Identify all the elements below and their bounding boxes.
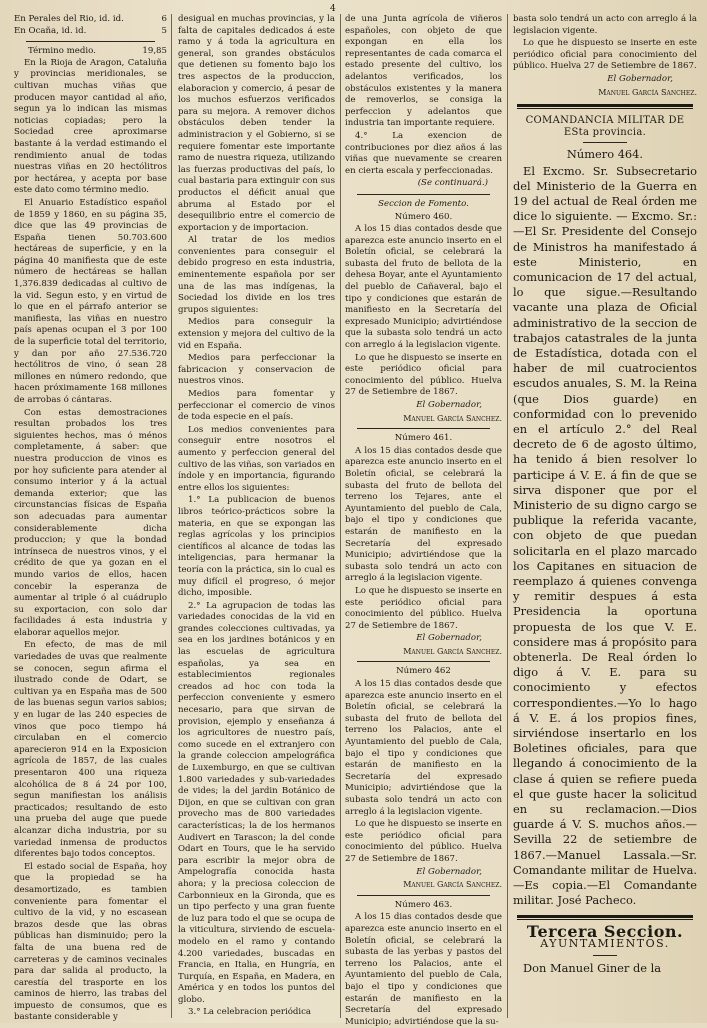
signature-name: Manuel García Sanchez. <box>403 413 502 423</box>
notice-number: Número 461. <box>394 433 453 444</box>
paragraph: Medios para conseguir la extension y mejora del cultivo de la vid en España. <box>178 317 335 351</box>
notice-number: Número 462 <box>396 666 451 677</box>
paragraph: de una Junta agrícola de viñeros españoles, con objeto de que expongan en ella los representantes de cada comarca el estado presente del cultivo, los adelantos verificados, los obstáculos existentes y la manera de removerlos, se consiga la perfeccion y adelantos que industria tan importante requiere. <box>345 14 502 129</box>
section-title: Seccion de Fomento. <box>378 198 469 209</box>
paragraph: Al tratar de los medios convenientes para conseguir el debido progreso en esta industria, eminentemente española por ser una de las mas indígenas, la Sociedad los divide en los tres grupos siguientes: <box>178 235 335 315</box>
paragraph: En la Rioja de Aragon, Cataluña y provincias meridionales, se cultivan muchas viñas que producen mayor cantidad al año, segun ya lo indican las mismas noticias copiadas; pero la Sociedad cree aproximarse bastante á la verdad estimando el rendimiento anual de todas nuestras viñas en 20 hectólitros por hectárea, y acepta por base este dato como término medio. <box>14 57 167 196</box>
paragraph: En efecto, de mas de mil variedades de uvas que realmente se conocen, segun afirma el ilustrado conde de Odart, se cultivan ya en España mas de 500 de las buenas segun varios sabios; y en lugar de las 240 especies de vinos que poco tiempo há circulaban en el comercio aparecieron 914 en la Exposicion agrícola de 1857, de las cuales presentaron 400 una riqueza alcohólica de 8 á 24 por 100, segun manifiestan los análisis practicados; resultando de esto una prueba del auge que puede alcanzar dicha industria, por su variedad inmensa de productos diferentes bajo todos conceptos. <box>14 640 167 860</box>
paragraph: El Excmo. Sr. Subsecretario del Ministerio de la Guerra en 19 del actual de Real órden me dice lo siguiente. — Excmo. Sr.:—El Sr. Presidente del Consejo de Ministros ha manifestado á este Ministerio, en comunicacion de 17 del actual, lo que sigue.—Resultando vacante una plaza de Oficial administrativo de la seccion de trabajos catastrales de la junta de Estadística, dotada con el haber de mil cuatrocientos escudos anuales, S. M. la Reina (que Dios guarde) en conformidad con lo prevenido en el artículo 2.° del Real decreto de 6 de agosto último, ha tenido á bien resolver lo participe á V. E. á fin de que se sirva disponer que por el Ministerio de su digno cargo se publique la referida vacante, con objeto de que puedan solicitarla en el plazo marcado los Capitanes en situacion de reemplazo á quienes convenga y remitir despues á esta Presidencia la oportuna propuesta de los que V. E. considere mas á propósito para obtenerla. De Real órden lo digo á V. E. para su conocimiento y efectos correspondientes.—Yo lo hago á V. E. á los propios fines, sirviéndose insertarlo en los Boletines oficiales, para que llegando á conocimiento de la clase á quien se refiere pueda el que guste hacer la solicitud en su reclamacion.—Dios guarde á V. S. muchos años.—Sevilla 22 de setiembre de 1867.—Manuel Lassala.—Sr. Comandante militar de Huelva.—Es copia.—El Comandante militar. José Pacheco. <box>513 163 697 908</box>
divider <box>357 428 490 429</box>
wine-row: En Perales del Rio, id. id. 6 <box>14 14 167 24</box>
paragraph: desigual en muchas provincias, y la falta de capitales dedicados á este ramo y á toda la agricultura en general, son grandes obstáculos que detienen su fomento bajo los tres aspectos de la produccion, elaboracion y comercio, á pesar de los muchos esfuerzos verificados para su mejora. A remover dichos obstáculos deben tender la administracion y el Gobierno, si se requiere fomentar este importante ramo de nuestra riqueza, utilizando las fuerzas productivas del país, lo cual bastaria para extinguir con sus productos el déficit anual que abruma al Estado por el desequilibrio entre el comercio de exportacion y de importacion. <box>178 14 335 233</box>
wine-row: En Ocaña, id. id. 5 <box>14 25 167 36</box>
column-divider <box>340 14 341 1018</box>
paragraph: Lo que he dispuesto se inserte en este periódico oficial para conocimiento del público. Huelva 27 de Setiembre de 1867. <box>513 38 697 72</box>
column-divider <box>171 14 172 1018</box>
page-number: 4 <box>330 4 336 14</box>
average-row: Término medio. 19,85 <box>28 46 167 57</box>
paragraph: Don Manuel Giner de la <box>523 960 662 975</box>
divider <box>357 661 490 662</box>
paragraph: A los 15 dias contados desde que aparezca este anuncio inserto en el Boletín oficial, se celebrará la subasta de las yerbas y pastos del terreno los Palacios, ante el Ayuntamiento del pueblo de Cala, bajo el tipo y condiciones que estarán de manifiesto en la Secretaría del expresado Municipio; advirtiéndose que la su- <box>345 912 502 1027</box>
paragraph: Lo que he dispuesto se inserte en este periódico oficial para conocimiento del público. Huelva 27 de Setiembre de 1867. <box>345 352 502 398</box>
paragraph: 3.° La celebracion periódica <box>188 1007 312 1018</box>
signoff: El Gobernador, <box>416 400 482 410</box>
paragraph: El estado social de España, hoy que la propiedad se ha desamortizado, es tambien conveniente para fomentar el cultivo de la vid, y no escasean brazos desde que las obras públicas han disminuido; pero la falta de una buena red de carreteras y de caminos vecinales para dar salida al producto, la carestía del trasporte en los caminos de hierro, las trabas del impuesto de consumos, que es bastante considerable y <box>14 861 167 1023</box>
paragraph: Medios para fomentar y perfeccionar el comercio de vinos de toda especie en el país. <box>178 389 335 423</box>
paragraph: basta solo tendrá un acto con arreglo á la legislacion vigente. <box>513 14 697 36</box>
column-4 <box>513 14 697 1018</box>
column-1 <box>14 14 167 1023</box>
signature-name: Manuel García Sanchez. <box>403 880 502 890</box>
column-3 <box>345 14 502 1027</box>
paragraph: A los 15 dias contados desde que aparezca este anuncio inserto en el Boletín oficial, se celebrará la subasta del fruto de bellota de la dehesa Boyar, ante el Ayuntamiento del pueblo de Cañaveral, bajo el tipo y condiciones que estarán de manifiesto en la Secretaría del expresado Municipio; advirtiéndose que la subasta solo tendrá un acto con arreglo á la legislacion vigente. <box>345 224 502 351</box>
paragraph: A los 15 dias contados desde que aparezca este anuncio inserto en el Boletín oficial, se celebrará la subasta del fruto de bellota del terreno los Palacios, ante el Ayuntamiento del pueblo de Cala, bajo el tipo y condiciones que estarán de manifiesto en la Secretaría del expresado Municipio; advirtiéndose que la subasta solo tendrá un acto con arreglo á la legislacion vigente. <box>345 679 502 817</box>
double-rule-thick <box>517 915 693 918</box>
notice-number: Número 464. <box>566 147 644 162</box>
signature-name: Manuel García Sanchez. <box>403 646 502 656</box>
column-divider <box>507 14 508 1018</box>
divider <box>357 194 490 195</box>
paragraph: Los medios convenientes para conseguir entre nosotros el aumento y perfeccion general del cultivo de las viñas, son variados en índole y en importancia, figurando entre ellos los siguientes: <box>178 424 335 493</box>
comandancia-heading: COMANDANCIA MILITAR DE ESta provincia. <box>525 115 685 138</box>
ayuntamientos-heading: AYUNTAMIENTOS. <box>540 937 670 951</box>
continued-note: (Se continuará.) <box>417 178 488 189</box>
paragraph: Medios para perfeccionar la fabricacion y conservacion de nuestros vinos. <box>178 353 335 387</box>
signoff: El Gobernador, <box>416 633 482 644</box>
double-rule-thin <box>517 919 693 920</box>
paragraph: 2.° La agrupacion de todas las variedades conocidas de la vid en grandes colecciones cultivadas, ya sea en los jardines botánicos y en las escuelas de agricultura españolas, ya sea en establecimientos regionales creados ad hoc con toda la perfeccion conveniente y esmero necesario, para que sirvan de provision, ejemplo y enseñanza á los agricultores de nuestro país, como sucede en el extranjero con la grande coleccion ampelográfica de Luxemburgo, en que se cultivan 1.800 variedades y sub-variedades de vides; la del jardin Botánico de Dijon, en que se cultivan con gran provecho mas de 800 variedades características; la de los hermanos Audivert en Tarascon; la del conde Odart en Tours, que le ha servido para escribir la mejor obra de Ampelografía conocida hasta ahora; y la preciosa coleccion de Carbonnieux en la Gironda, que es un tipo perfecto y una gran fuente de luz para todo el que se ocupa de la viticultura, sirviendo de escuela-modelo en el ramo y contando 4.200 variedades, buscadas en Francia, en Italia, en Hungría, en Turquía, en España, en Madera, en América y en todos los puntos del globo. <box>178 600 335 1005</box>
signoff: El Gobernador, <box>416 866 482 877</box>
signature-name: Manuel García Sanchez. <box>598 87 697 97</box>
paragraph: A los 15 dias contados desde que aparezca este anuncio inserto en el Boletín oficial, se celebrará la subasta del fruto de bellota del terreno los Tejares, ante el Ayuntamiento del pueblo de Cala, bajo el tipo y condiciones que estarán de manifiesto en la Secretaría del expresado Municipio; advirtiéndose que la subasta solo tendrá un acto con arreglo á la legislacion vigente. <box>345 445 502 584</box>
notice-number: Número 463. <box>394 899 453 910</box>
paragraph: El Anuario Estadístico español de 1859 y 1860, en su página 35, dice que las 49 provincias de España tienen 50.703.600 hectáreas de superficie, y en la página 40 manifiesta que de este número de hectáreas se hallan 1,376.839 dedicadas al cultivo de la vid. Segun esto, y en virtud de lo que en el párrafo anterior se manifiesta, las viñas en nuestro país apenas ocupan el 3 por 100 de la superficie total del territorio, y dan por año 27.536.720 hectólitros de vino, ó sean 28 millones en número redondo, que hacen próximamente 168 millones de arrobas ó cántaras. <box>14 197 167 405</box>
tercera-seccion-heading: Tercera Seccion. <box>526 921 684 941</box>
double-rule-thin <box>517 108 693 109</box>
column-2 <box>178 14 335 1018</box>
paragraph: Lo que he dispuesto se inserte en este periódico oficial para conocimiento del público. Huelva 27 de Setiembre de 1867. <box>345 585 502 631</box>
paragraph: 1.° La publicacion de buenos libros teórico-prácticos sobre la materia, en que se expongan las reglas agrícolas y los principios científicos al alcance de todas las inteligencias, para hermanar la teoría con la práctica, sin lo cual es muy difícil el progreso, ó mejor dicho, imposible. <box>178 495 335 599</box>
paragraph: 4.° La exencion de contribuciones por diez años á las viñas que nuevamente se crearen en cierta escala y perfeccionadas. <box>345 130 502 176</box>
divider <box>593 955 617 956</box>
divider <box>583 142 627 143</box>
divider <box>357 895 490 896</box>
signoff: El Gobernador, <box>607 73 673 84</box>
divider <box>26 41 155 42</box>
paragraph: Lo que he dispuesto se inserte en este periódico oficial para conocimiento del público. Huelva 27 de Setiembre de 1867. <box>345 819 502 864</box>
double-rule-thick <box>517 104 693 107</box>
notice-number: Número 460. <box>394 211 453 222</box>
paragraph: Con estas demostraciones resultan probados los tres siguientes hechos, mas ó ménos completamente, á saber: que nuestra produccion de vinos es por hoy suficiente para atender al consumo interior y á la actual demanda exterior; que las circunstancias físicas de España son adecuadas para aumentar considerablemente dicha produccion; y que la bondad intrínseca de nuestros vinos, y el crédito de que ya gozan en el mundo varios de ellos, hacen concebir la esperanza de aumentar al triple ó al cuádruplo su exportacion, con solo dar facilidades á esta industria y elaborar aquellos mejor. <box>14 407 167 638</box>
